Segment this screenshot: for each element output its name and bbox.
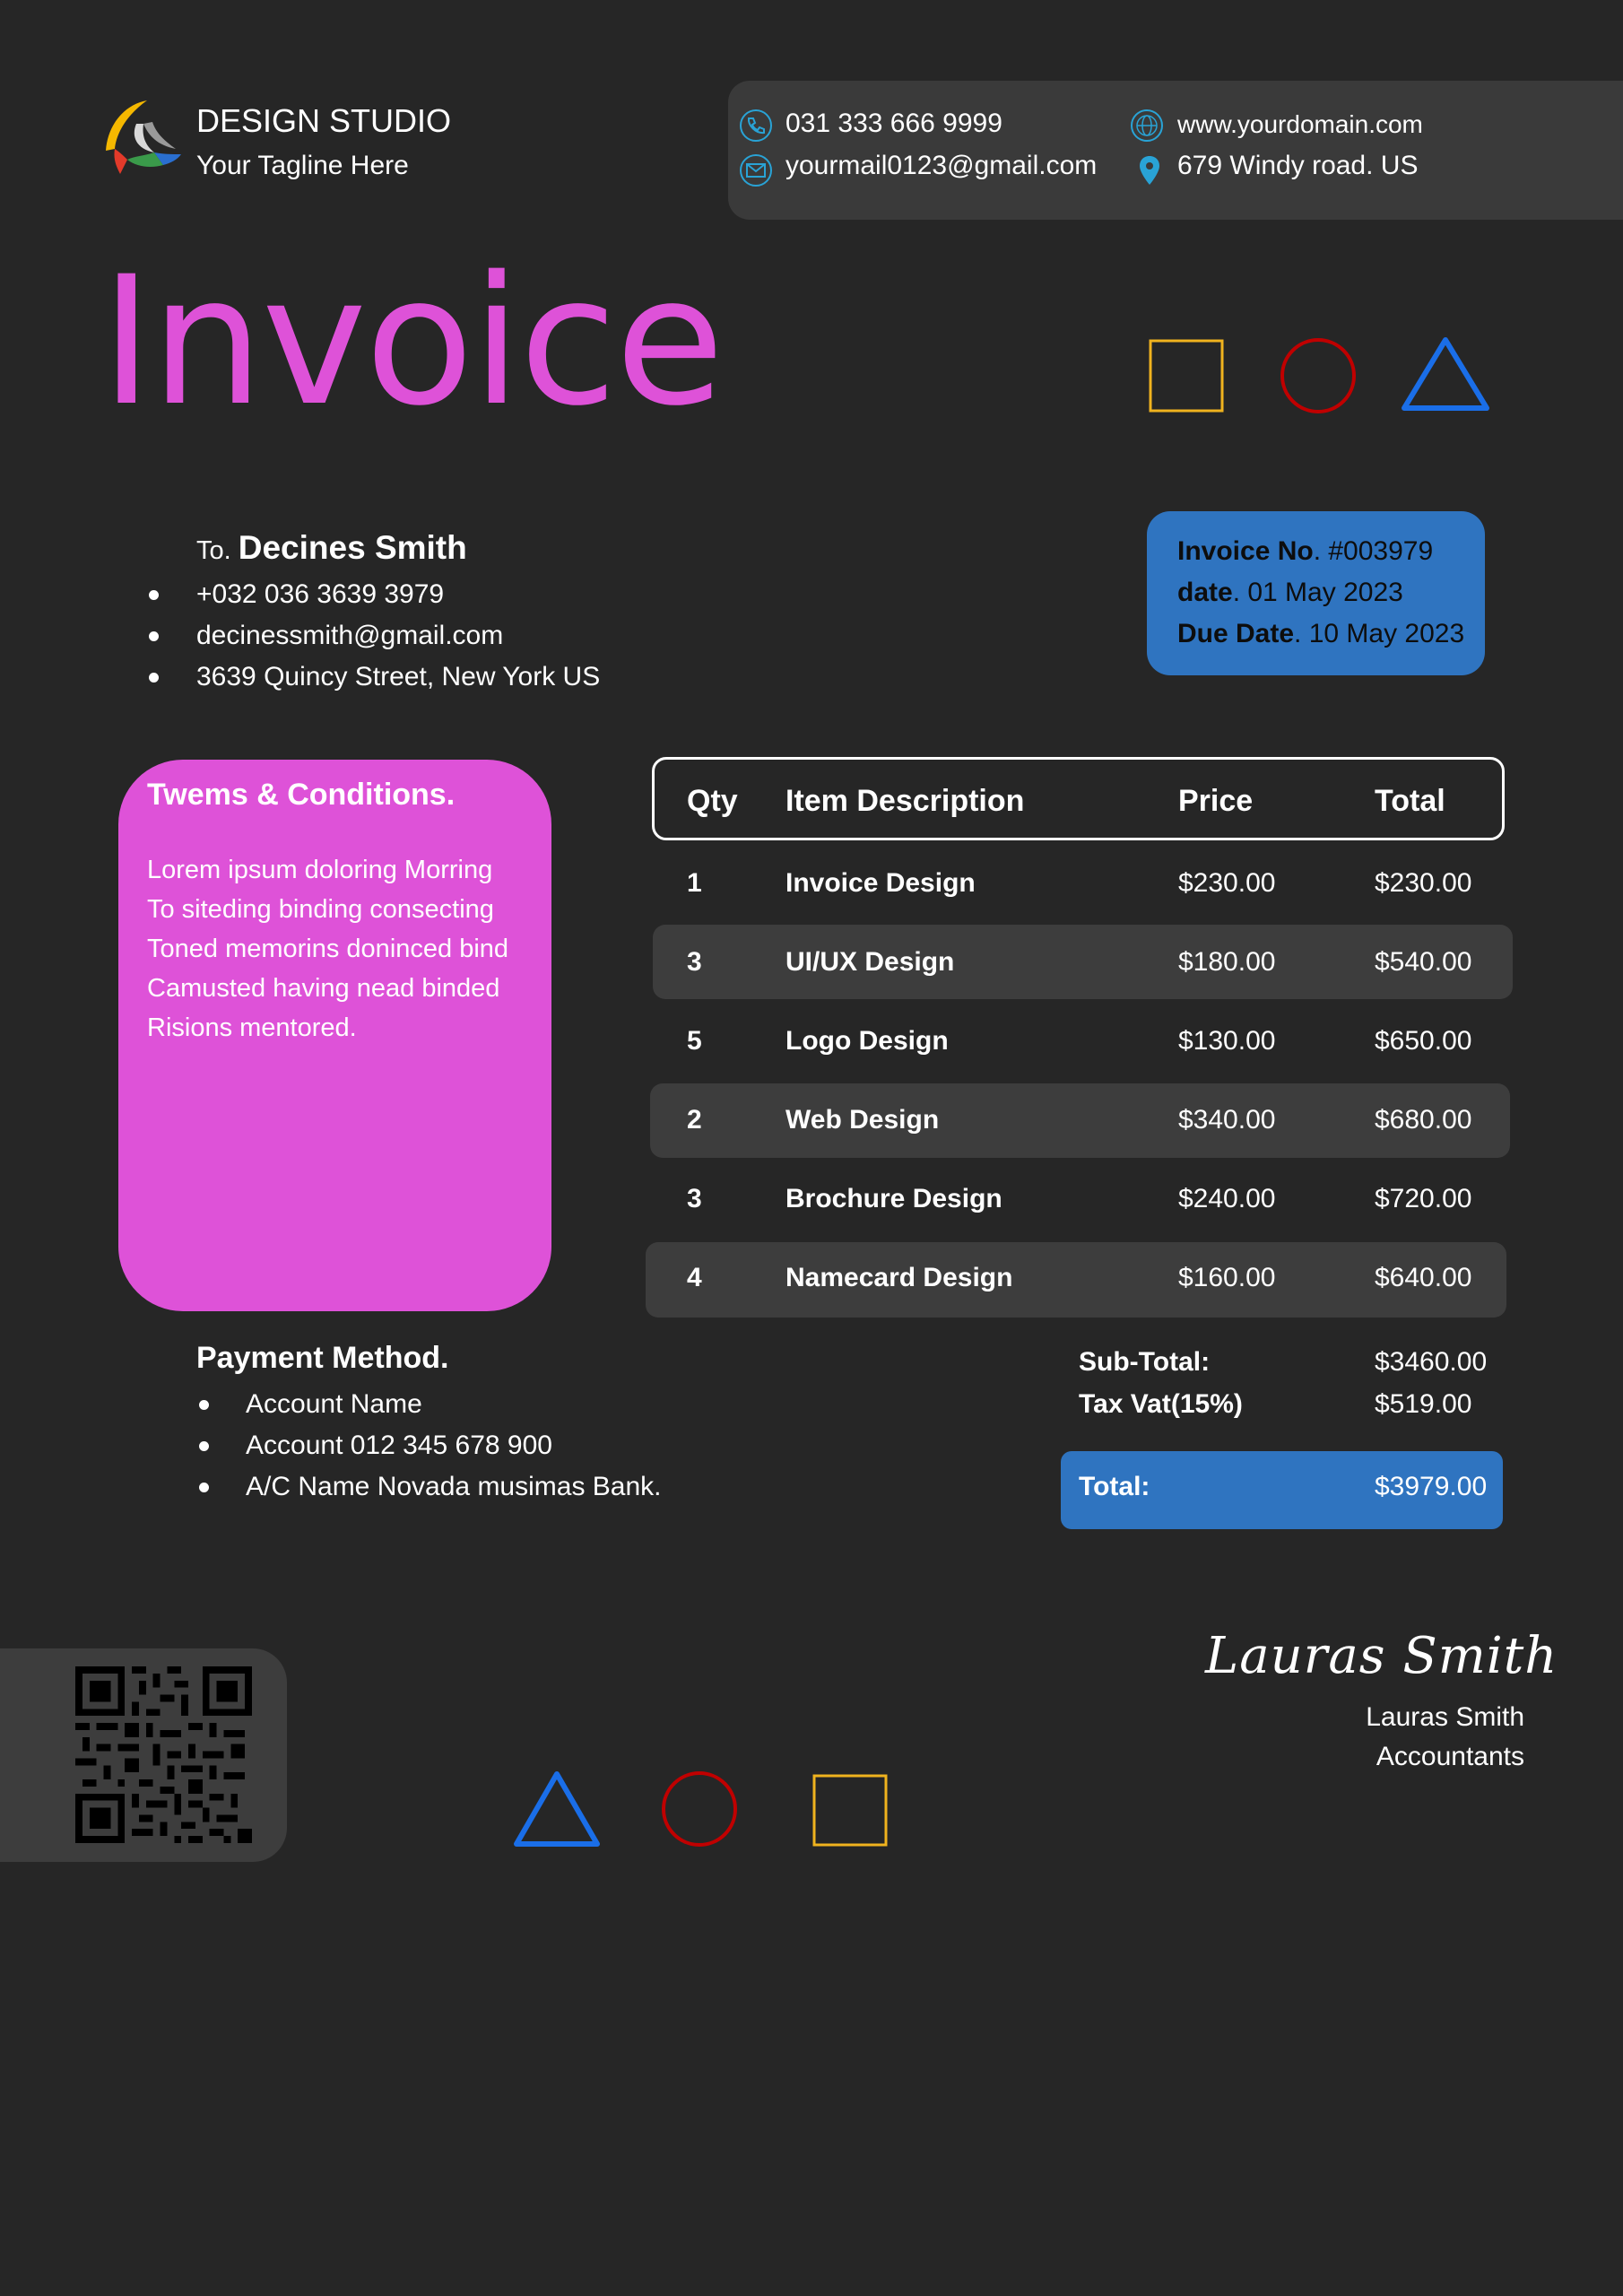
terms-line: Lorem ipsum doloring Morring [147,856,493,884]
globe-icon [1129,108,1165,144]
terms-line: To siteding binding consecting [147,895,494,924]
row-price: $340.00 [1178,1105,1276,1135]
brand-tagline: Your Tagline Here [196,151,409,180]
terms-line: Toned memorins doninced bind [147,935,509,963]
brand-name: DESIGN STUDIO [196,102,452,139]
payment-list [246,1384,662,1508]
terms-body [147,850,551,1048]
row-desc: UI/UX Design [785,947,955,977]
row-desc: Brochure Design [785,1184,1002,1213]
payment-item: Account 012 345 678 900 [246,1425,662,1466]
row-total: $720.00 [1375,1184,1472,1213]
invoice-number-row: Invoice No. #003979 [1177,536,1434,566]
row-total: $230.00 [1375,868,1472,898]
location-pin-icon [1132,152,1167,188]
decor-shapes-top [1142,332,1501,422]
circle-shape [1282,340,1354,412]
mail-icon [738,152,774,188]
col-desc-header: Item Description [785,784,1025,818]
qr-code-icon[interactable] [75,1666,252,1843]
total-value: $3979.00 [1375,1472,1488,1501]
subtotal-value: $3460.00 [1375,1347,1488,1377]
subtotal-label: Sub-Total: [1079,1347,1211,1377]
payment-item: Account Name [246,1384,662,1425]
triangle-shape [516,1774,597,1844]
recipient-details [196,574,600,698]
row-qty: 4 [687,1263,702,1292]
row-price: $130.00 [1178,1026,1276,1056]
row-total: $640.00 [1375,1263,1472,1292]
recipient-email[interactable]: decinessmith@gmail.com [196,615,600,657]
terms-line: Camusted having nead binded [147,974,500,1003]
contact-phone[interactable]: 031 333 666 9999 [785,109,1002,138]
payment-item: A/C Name Novada musimas Bank. [246,1466,662,1508]
terms-title: Twems & Conditions. [147,778,456,812]
total-label: Total: [1079,1472,1150,1501]
row-desc: Web Design [785,1105,940,1135]
row-qty: 3 [687,947,702,977]
row-price: $160.00 [1178,1263,1276,1292]
recipient-heading [196,529,467,567]
row-desc: Namecard Design [785,1263,1013,1292]
col-price-header: Price [1178,784,1254,818]
square-shape [1150,341,1222,411]
row-total: $680.00 [1375,1105,1472,1135]
row-desc: Invoice Design [785,868,976,898]
invoice-info-box [1147,511,1485,675]
phone-icon [738,108,774,144]
invoice-date-row: date. 01 May 2023 [1177,578,1403,607]
contact-address: 679 Windy road. US [1177,151,1419,180]
invoice-title: Invoice [100,238,723,445]
studio-logo [100,97,183,176]
row-price: $180.00 [1178,947,1276,977]
row-qty: 1 [687,868,702,898]
row-price: $240.00 [1178,1184,1276,1213]
invoice-due-row: Due Date. 10 May 2023 [1177,619,1465,648]
to-prefix: To. [196,536,231,565]
square-shape [814,1776,886,1845]
row-total: $650.00 [1375,1026,1472,1056]
decor-shapes-bottom [511,1767,897,1849]
recipient-name: Decines Smith [238,529,467,566]
row-total: $540.00 [1375,947,1472,977]
terms-line: Risions mentored. [147,1013,357,1042]
row-qty: 3 [687,1184,702,1213]
recipient-address: 3639 Quincy Street, New York US [196,657,600,698]
signatory-name: Lauras Smith [1366,1702,1524,1732]
row-qty: 2 [687,1105,702,1135]
row-desc: Logo Design [785,1026,949,1056]
col-qty-header: Qty [687,784,738,818]
row-qty: 5 [687,1026,702,1056]
contact-email[interactable]: yourmail0123@gmail.com [785,151,1098,180]
tax-label: Tax Vat(15%) [1079,1389,1243,1419]
terms-card [118,760,551,1311]
recipient-phone: +032 036 3639 3979 [196,574,600,615]
tax-value: $519.00 [1375,1389,1472,1419]
signatory-role: Accountants [1376,1742,1524,1771]
triangle-shape [1404,340,1487,408]
row-price: $230.00 [1178,868,1276,898]
payment-title: Payment Method. [196,1341,449,1375]
contact-website[interactable]: www.yourdomain.com [1177,110,1423,138]
circle-shape [664,1773,735,1845]
col-total-header: Total [1375,784,1445,818]
signature-script: Lauras Smith [1205,1627,1558,1685]
